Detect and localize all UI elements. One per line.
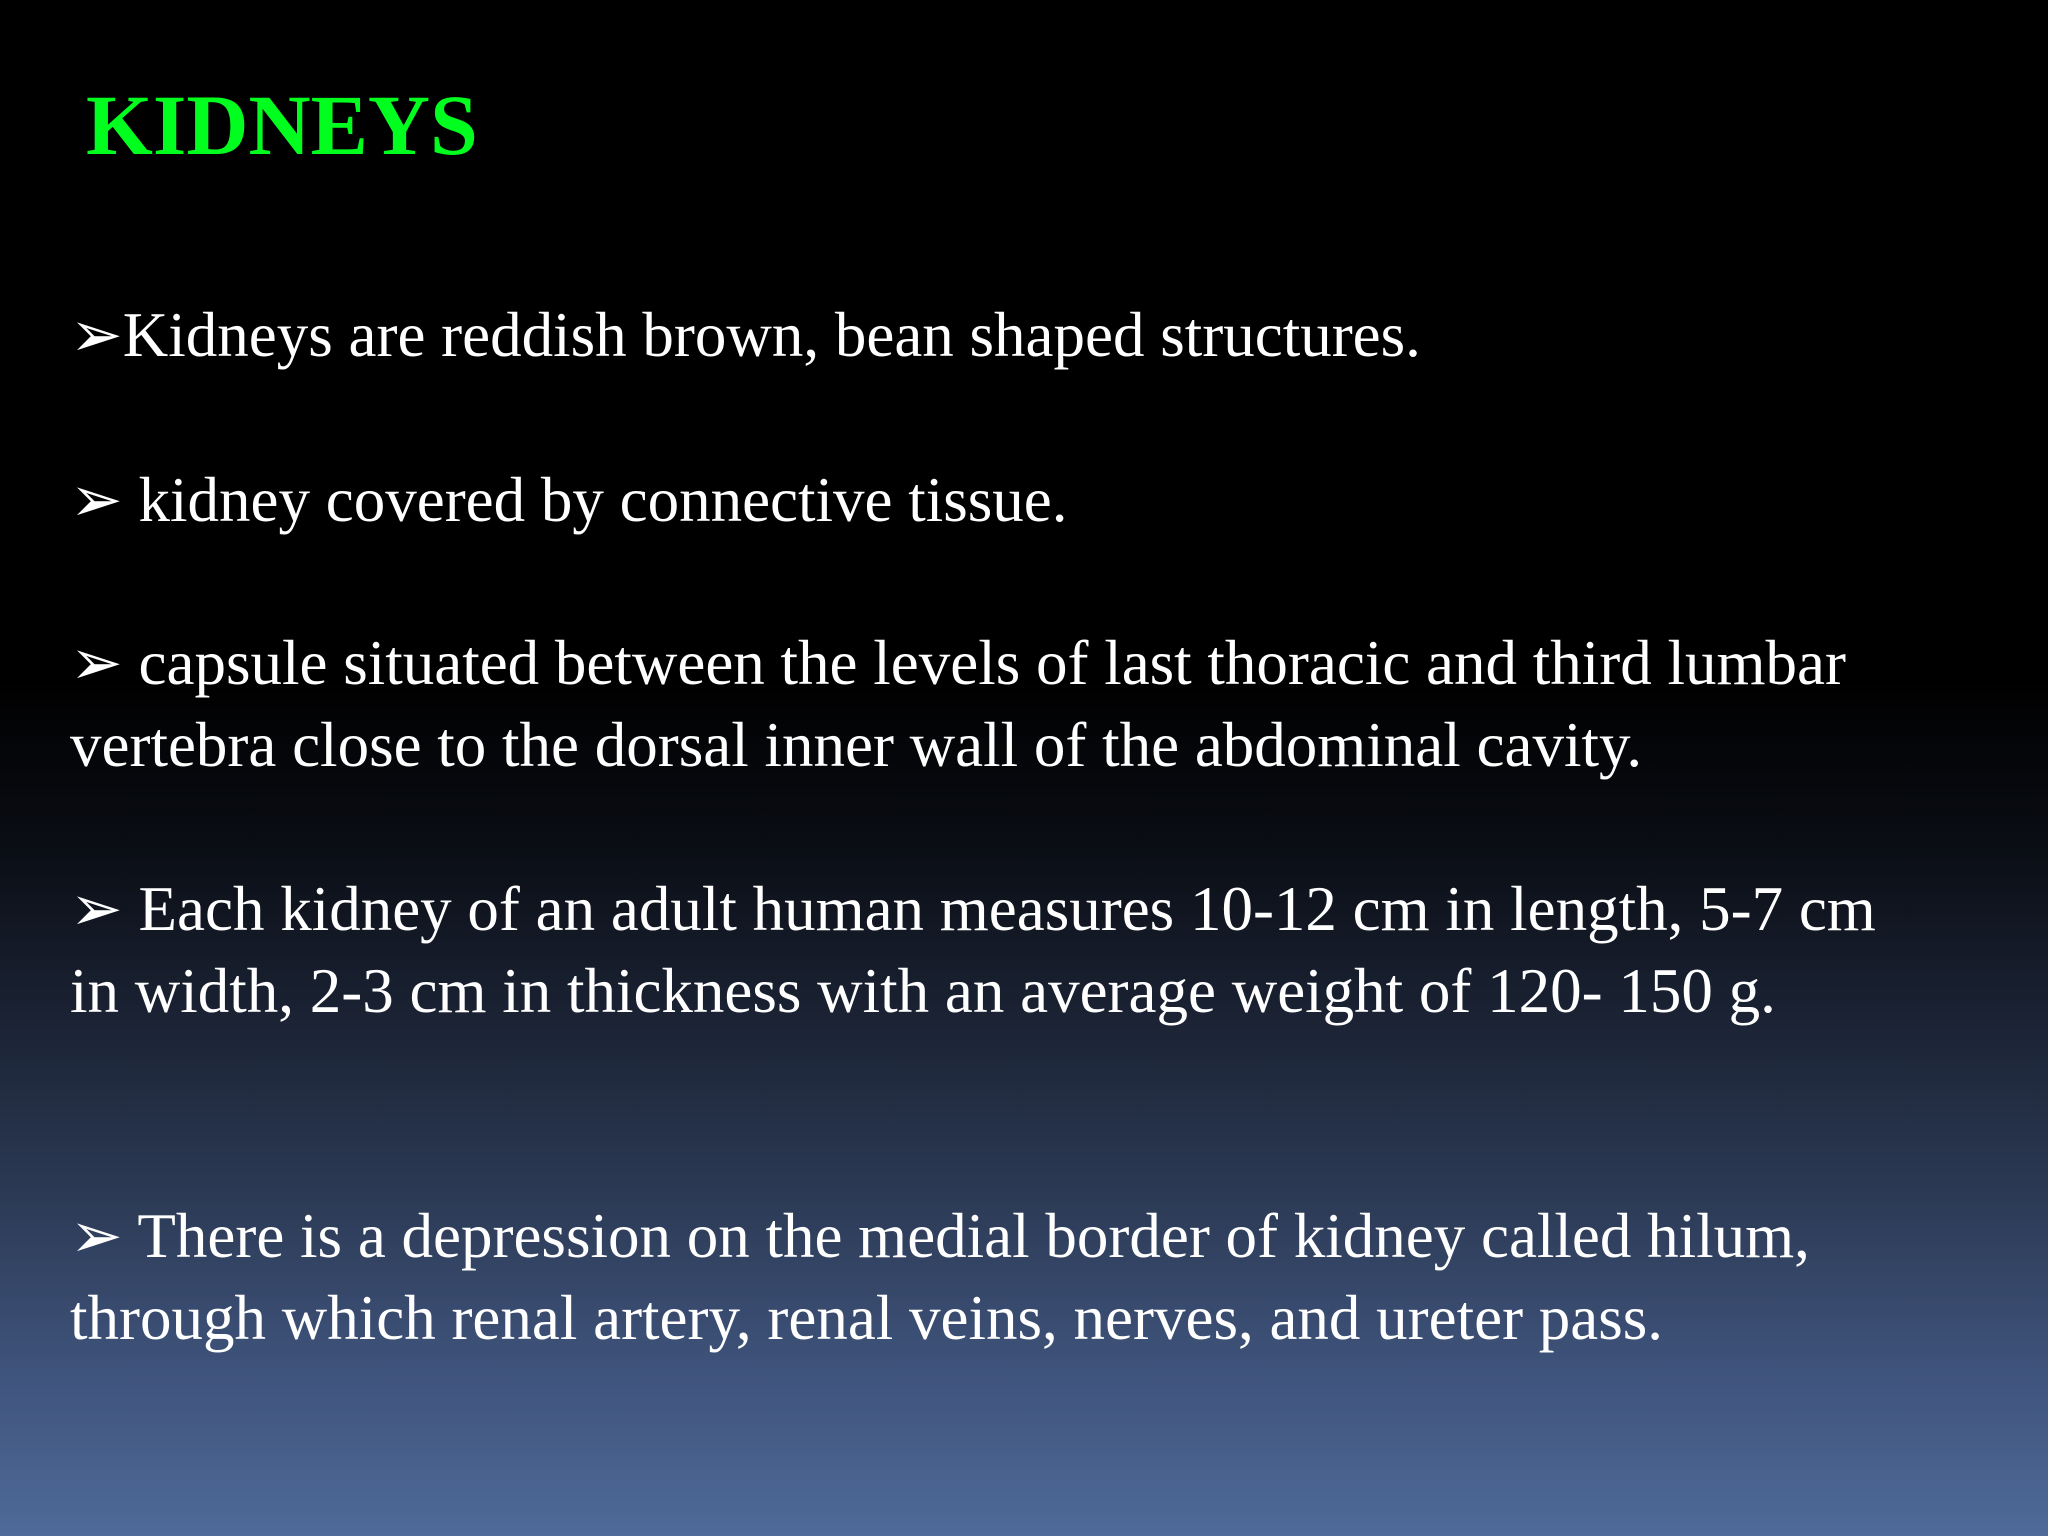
bullet-item-3 xyxy=(70,622,2030,786)
bullet-text: Each kidney of an adult human measures 10-12 cm in length, 5-7 cm xyxy=(122,874,1876,944)
bullet-item-4 xyxy=(70,868,2030,1032)
bullet-text-continued: in width, 2-3 cm in thickness with an average weight of 120- 150 g. xyxy=(70,956,1776,1026)
arrow-bullet-icon: ➢ xyxy=(70,300,123,370)
slide-title: KIDNEYS xyxy=(86,77,478,173)
arrow-bullet-icon: ➢ xyxy=(70,628,123,698)
bullet-text: There is a depression on the medial border of kidney called hilum, xyxy=(122,1201,1810,1271)
arrow-bullet-icon: ➢ xyxy=(70,465,123,535)
bullet-item-2 xyxy=(70,459,2030,541)
bullet-text: capsule situated between the levels of last thoracic and third lumbar xyxy=(122,628,1846,698)
bullet-item-1 xyxy=(70,294,2030,376)
arrow-bullet-icon: ➢ xyxy=(70,1201,123,1271)
bullet-text: kidney covered by connective tissue. xyxy=(122,465,1068,535)
bullet-text: Kidneys are reddish brown, bean shaped structures. xyxy=(122,300,1421,370)
bullet-text-continued: vertebra close to the dorsal inner wall of the abdominal cavity. xyxy=(70,710,1643,780)
bullet-item-5 xyxy=(70,1195,2030,1359)
bullet-text-continued: through which renal artery, renal veins, nerves, and ureter pass. xyxy=(70,1283,1664,1353)
arrow-bullet-icon: ➢ xyxy=(70,874,123,944)
